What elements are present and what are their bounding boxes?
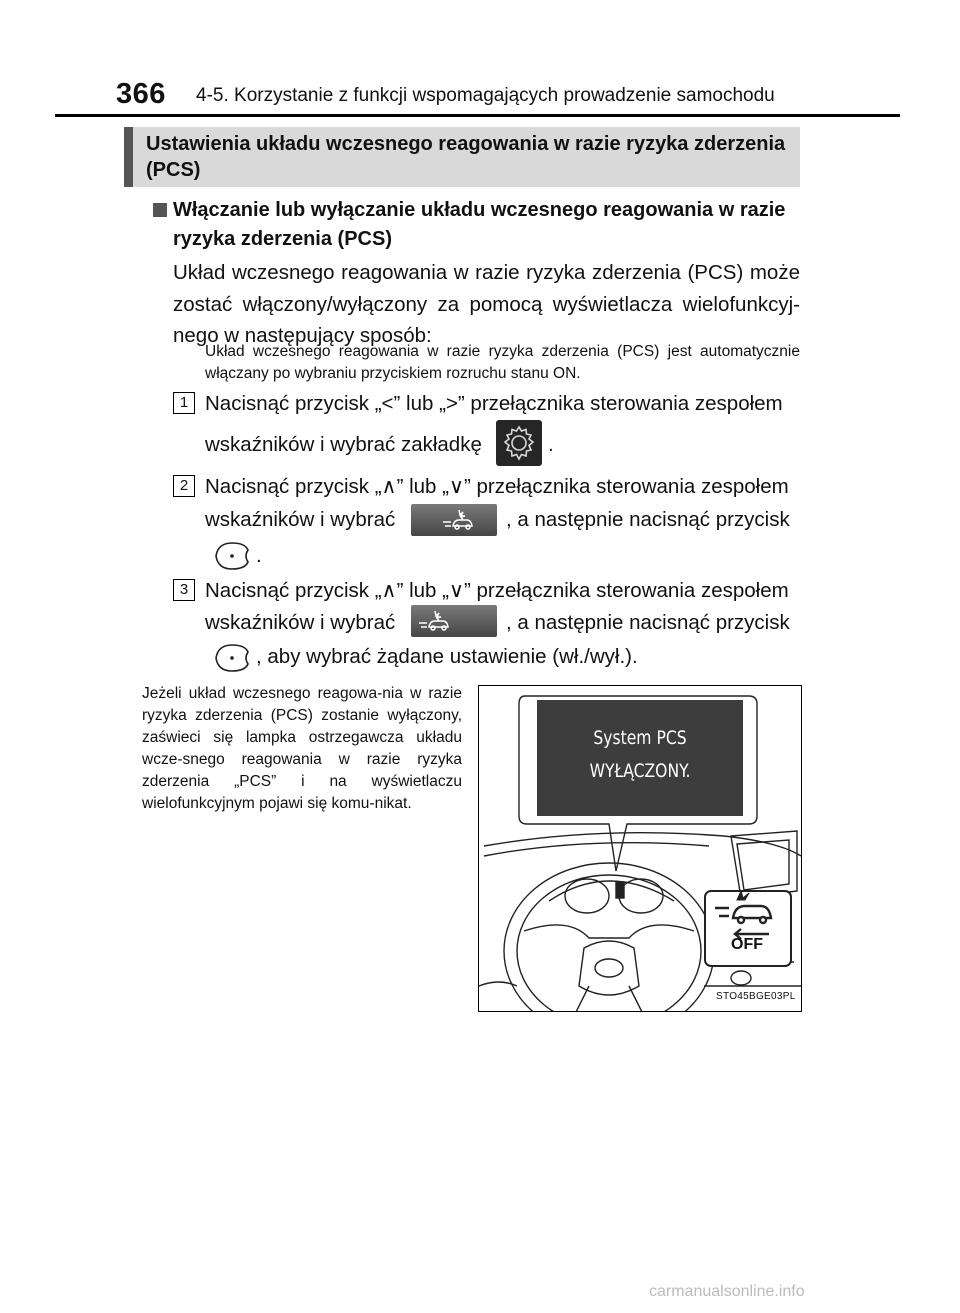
section-title: Ustawienia układu wczesnego reagowania w razie ryzyka zderzenia (PCS) (146, 133, 786, 181)
subsection-title: Włączanie lub wyłączanie układu wczesnego reagowania w razie ryzyka zderzenia (PCS) (173, 199, 786, 250)
step-3-line1: Nacisnąć przycisk „∧” lub „∨” przełącznika sterowania zespołem (205, 579, 789, 602)
step-1-line2-end: . (548, 433, 554, 456)
page-number: 366 (116, 78, 166, 110)
step-1-number: 1 (173, 392, 195, 414)
step-1-line2: wskaźników i wybrać zakładkę (205, 433, 482, 456)
display-message-line1: System PCS (593, 727, 687, 749)
step-3-line2: wskaźników i wybrać (205, 611, 396, 634)
step-3-line2-end: , a następnie nacisnąć przycisk (506, 611, 790, 634)
subsection-bullet-icon (153, 203, 167, 217)
pcs-tab-icon (411, 605, 497, 637)
watermark: carmanualsonline.info (649, 1283, 805, 1300)
pcs-off-indicator-icon: OFF (731, 936, 763, 953)
section-banner-accent (124, 127, 133, 187)
intro-paragraph: Układ wczesnego reagowania w razie ryzyka zderzenia (PCS) może zostać włączony/wyłączony za pomocą wyświetlacza wielofunkcyj-nego w następujący sposób: (173, 261, 800, 347)
figure-caption: Jeżeli układ wczesnego reagowa-nia w razie ryzyka zderzenia (PCS) zostanie wyłączony, zaświeci się lampka ostrzegawcza układu wcze-snego reagowania w razie ryzyka zderzenia „PCS” i na wyświetlaczu wielofunkcyjnym pojawi się komu-nikat. (142, 685, 462, 812)
ok-button-icon (212, 642, 252, 674)
gear-icon (496, 420, 542, 466)
step-2-line3-end: . (256, 544, 262, 567)
step-2-line2: wskaźników i wybrać (205, 508, 396, 531)
step-2-line2-end: , a następnie nacisnąć przycisk (506, 508, 790, 531)
figure-code: STO45BGE03PL (716, 991, 796, 1002)
step-2-number: 2 (173, 475, 195, 497)
note-paragraph: Układ wczesnego reagowania w razie ryzyka zderzenia (PCS) jest automatycznie włączany po wybraniu przyciskiem rozruchu stanu ON. (205, 343, 800, 382)
header-rule (55, 114, 900, 117)
chapter-title: 4-5. Korzystanie z funkcji wspomagających prowadzenie samochodu (196, 85, 775, 106)
step-3-number: 3 (173, 579, 195, 601)
step-2-line1: Nacisnąć przycisk „∧” lub „∨” przełącznika sterowania zespołem (205, 475, 789, 498)
step-3-line3-end: , aby wybrać żądane ustawienie (wł./wył.). (256, 645, 638, 668)
pcs-tab-icon (411, 504, 497, 536)
display-message-line2: WYŁĄCZONY. (589, 760, 691, 782)
ok-button-icon (212, 540, 252, 572)
step-1-line1: Nacisnąć przycisk „<” lub „>” przełącznika sterowania zespołem (205, 392, 783, 415)
multi-info-display (537, 700, 743, 816)
